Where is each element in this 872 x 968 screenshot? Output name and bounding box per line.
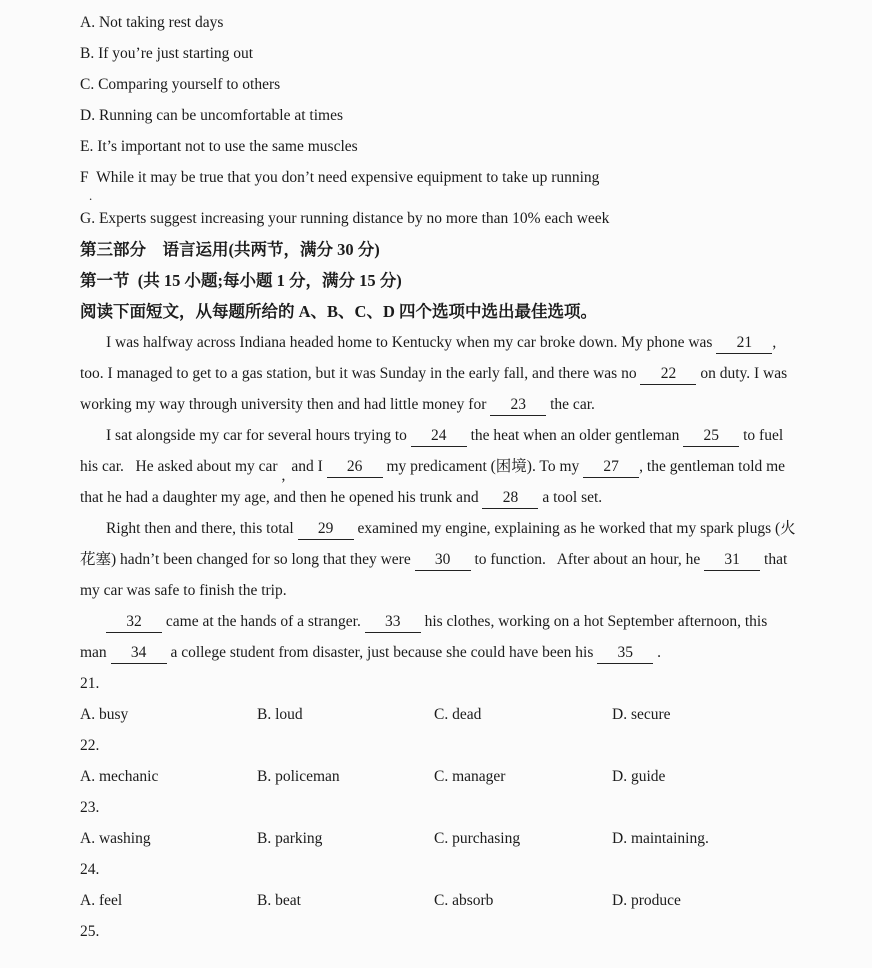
cloze-blank-32: 32 xyxy=(106,612,162,633)
question-24-option-C: C. absorb xyxy=(434,892,494,909)
question-22-options xyxy=(80,761,792,792)
question-24-option-B: B. beat xyxy=(257,892,301,909)
section-header-1: 第三部分 语言运用(共两节，满分 30 分) xyxy=(80,240,380,259)
gap-option-B: B. If you’re just starting out xyxy=(80,45,254,62)
question-22-option-C: C. manager xyxy=(434,768,506,785)
question-23-option-C: C. purchasing xyxy=(434,830,521,847)
question-21-options xyxy=(80,699,792,730)
question-number-21: 21. xyxy=(80,675,100,692)
question-number-25: 25. xyxy=(80,923,100,940)
passage-line-1: I was halfway across Indiana headed home to Kentucky when my car broke down. My phone was 21 , xyxy=(80,327,792,358)
cloze-blank-33: 33 xyxy=(365,612,421,633)
question-21-option-A: A. busy xyxy=(80,706,129,723)
cloze-blank-22: 22 xyxy=(640,364,696,385)
stray-mark-artifact: . xyxy=(89,188,93,203)
question-22-option-D: D. guide xyxy=(612,768,666,785)
section-header-3: 阅读下面短文，从每题所给的 A、B、C、D 四个选项中选出最佳选项。 xyxy=(80,302,598,321)
gap-fill-options-list xyxy=(80,7,792,234)
passage-line-9: my car was safe to finish the trip. xyxy=(80,582,287,599)
cloze-blank-35: 35 xyxy=(597,643,653,664)
gap-option-A: A. Not taking rest days xyxy=(80,14,224,31)
dropped-comma-artifact: , xyxy=(281,467,286,484)
passage-line-11: man 34 a college student from disaster, just because she could have been his 35 . xyxy=(80,637,792,668)
question-21-option-D: D. secure xyxy=(612,706,671,723)
question-number-23: 23. xyxy=(80,799,100,816)
gap-option-C: C. Comparing yourself to others xyxy=(80,76,281,93)
question-22-option-B: B. policeman xyxy=(257,768,340,785)
cloze-blank-24: 24 xyxy=(411,426,467,447)
gap-option-F: F While it may be true that you don’t need expensive equipment to take up running xyxy=(80,169,600,186)
question-23-option-B: B. parking xyxy=(257,830,323,847)
cloze-passage xyxy=(80,327,796,668)
passage-line-3: working my way through university then and had little money for 23 the car. xyxy=(80,389,792,420)
section-headers xyxy=(80,234,792,327)
question-23-options xyxy=(80,823,792,854)
cloze-blank-25: 25 xyxy=(683,426,739,447)
gap-option-E: E. It’s important not to use the same muscles xyxy=(80,138,358,155)
cloze-blank-34: 34 xyxy=(111,643,167,664)
cloze-blank-30: 30 xyxy=(415,550,471,571)
passage-line-10: 32 came at the hands of a stranger. 33 his clothes, working on a hot September afternoon, this xyxy=(80,606,792,637)
question-24-option-A: A. feel xyxy=(80,892,123,909)
cloze-blank-26: 26 xyxy=(327,457,383,478)
question-21-option-C: C. dead xyxy=(434,706,482,723)
question-number-22: 22. xyxy=(80,737,100,754)
gap-option-G: G. Experts suggest increasing your running distance by no more than 10% each week xyxy=(80,210,610,227)
cloze-blank-31: 31 xyxy=(704,550,760,571)
question-number-24: 24. xyxy=(80,861,100,878)
section-header-2: 第一节 (共 15 小题;每小题 1 分，满分 15 分) xyxy=(80,271,402,290)
passage-line-6: that he had a daughter my age, and then he opened his trunk and 28 a tool set. xyxy=(80,482,792,513)
question-24-options xyxy=(80,885,792,916)
cloze-blank-21: 21 xyxy=(716,333,772,354)
question-23-option-D: D. maintaining. xyxy=(612,830,709,847)
question-23-option-A: A. washing xyxy=(80,830,151,847)
cloze-blank-27: 27 xyxy=(583,457,639,478)
passage-line-2: too. I managed to get to a gas station, but it was Sunday in the early fall, and there was no 22 on duty. I was xyxy=(80,358,792,389)
passage-line-7: Right then and there, this total 29 examined my engine, explaining as he worked that my spark plugs (火 xyxy=(80,513,792,544)
passage-line-8: 花塞) hadn’t been changed for so long that they were 30 to function. After about an hour, he 31 that xyxy=(80,544,792,575)
gap-option-D: D. Running can be uncomfortable at times xyxy=(80,107,344,124)
question-21-option-B: B. loud xyxy=(257,706,303,723)
cloze-blank-28: 28 xyxy=(482,488,538,509)
cloze-blank-29: 29 xyxy=(298,519,354,540)
question-22-option-A: A. mechanic xyxy=(80,768,159,785)
cloze-blank-23: 23 xyxy=(490,395,546,416)
passage-line-5: his car. He asked about my car , and I 26 my predicament (困境). To my 27 , the gentleman told me xyxy=(80,451,792,482)
question-24-option-D: D. produce xyxy=(612,892,681,909)
passage-line-4: I sat alongside my car for several hours trying to 24 the heat when an older gentleman 25 to fuel xyxy=(80,420,792,451)
cloze-questions xyxy=(80,668,792,947)
